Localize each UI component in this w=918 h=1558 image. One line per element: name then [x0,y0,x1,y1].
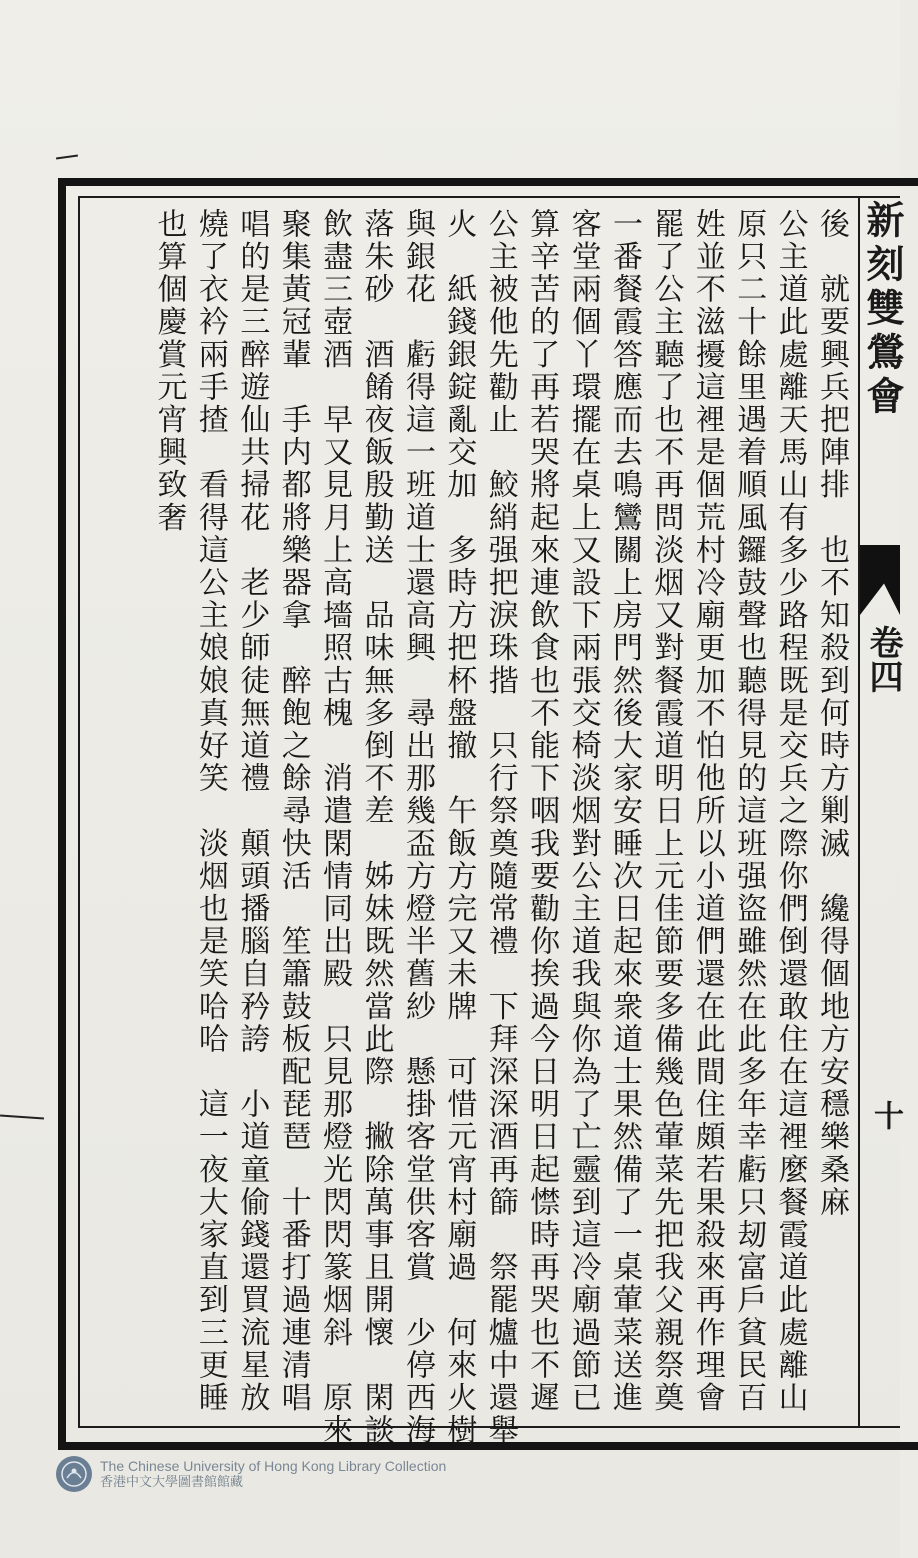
collection-label-en: The Chinese University of Hong Kong Library Collection [100,1458,447,1474]
text-column: 原只二十餘里遇着順風鑼鼓聲也聽得見的這班强盜雖然在此多年幸虧只刼富戶貧民百 [731,208,767,1415]
text-column: 落朱砂 酒餚夜飯殷勤送 品味無多倒不差 姊妹既然當此際 撇除萬事且開懷 閑談 [358,208,394,1447]
text-column: 算辛苦的了再若哭將起來連飲食也不能下咽我要勸你挨過今日明日起㦗時再哭也不遲 [524,208,560,1415]
text-column: 聚集黃冠輩 手内都將樂器拿 醉飽之餘尋快活 笙簫鼓板配琵琶 十番打過連清唱 [275,208,311,1415]
text-column: 與銀花 虧得這一班道士還高興 尋出那幾盃方燈半舊紗 懸掛客堂供客賞 少停西海 [399,208,435,1447]
collection-label-zh: 香港中文大學圖書館館藏 [100,1475,244,1490]
text-column: 罷了公主聽了也不再問淡烟又對餐霞道明日上元佳節要多備幾色葷菜先把我父親祭奠 [648,208,684,1415]
text-column: 也算個慶賞元宵興致奢 [151,208,187,534]
text-column: 火 紙錢銀錠亂交加 多時方把杯盤撤 午飯方完又未牌 可惜元宵村廟過 何來火樹 [441,208,477,1447]
text-column: 唱的是三醉遊仙共掃花 老少師徒無道禮 顛頭播腦自矜誇 小道童偷錢還買流星放 [234,208,270,1415]
text-column: 公主道此處離天馬山有多少路程既是交兵之際你們倒還敢住在這裡麼餐霞道此處離山 [772,208,808,1415]
text-column: 飲盡三壺酒 早又見月上高墻照古槐 消遣閑情同出殿 只見那燈光閃閃篆烟斜 原來 [317,208,353,1447]
text-column: 客堂兩個丫環擺在桌上又設下兩張交椅淡烟對公主道我與你為了亡靈到這冷廟過節已 [565,208,601,1415]
text-column: 後 就要興兵把陣排 也不知殺到何時方剿滅 纔得個地方安穩樂桑麻 [814,208,849,1219]
text-column: 姓並不滋擾這裡是個荒村冷廟更加不怕他所以小道們還在此間住頗若果殺來再作理會 [689,208,725,1415]
banxin-volume: 卷四 [863,625,903,693]
main-text [100,208,852,1447]
banxin-page-number: 十 [868,1100,903,1130]
text-column: 一番餐霞答應而去鳴鸞關上房門然後大家安睡次日起來衆道士果然備了一桌葷菜送進 [606,208,642,1415]
library-seal-icon [56,1456,92,1492]
library-watermark [56,1452,536,1496]
text-column: 公主被他先勸止 鮫綃强把淚珠揩 只行祭奠隨常禮 下拜深深酒再篩 祭罷爐中還舉 [482,208,518,1447]
banxin-title: 新刻雙鶯會 [860,200,905,420]
text-column: 燒了衣衿兩手揸 看得這公主娘娘真好笑 淡烟也是笑哈哈 這一夜大家直到三更睡 [192,208,228,1415]
